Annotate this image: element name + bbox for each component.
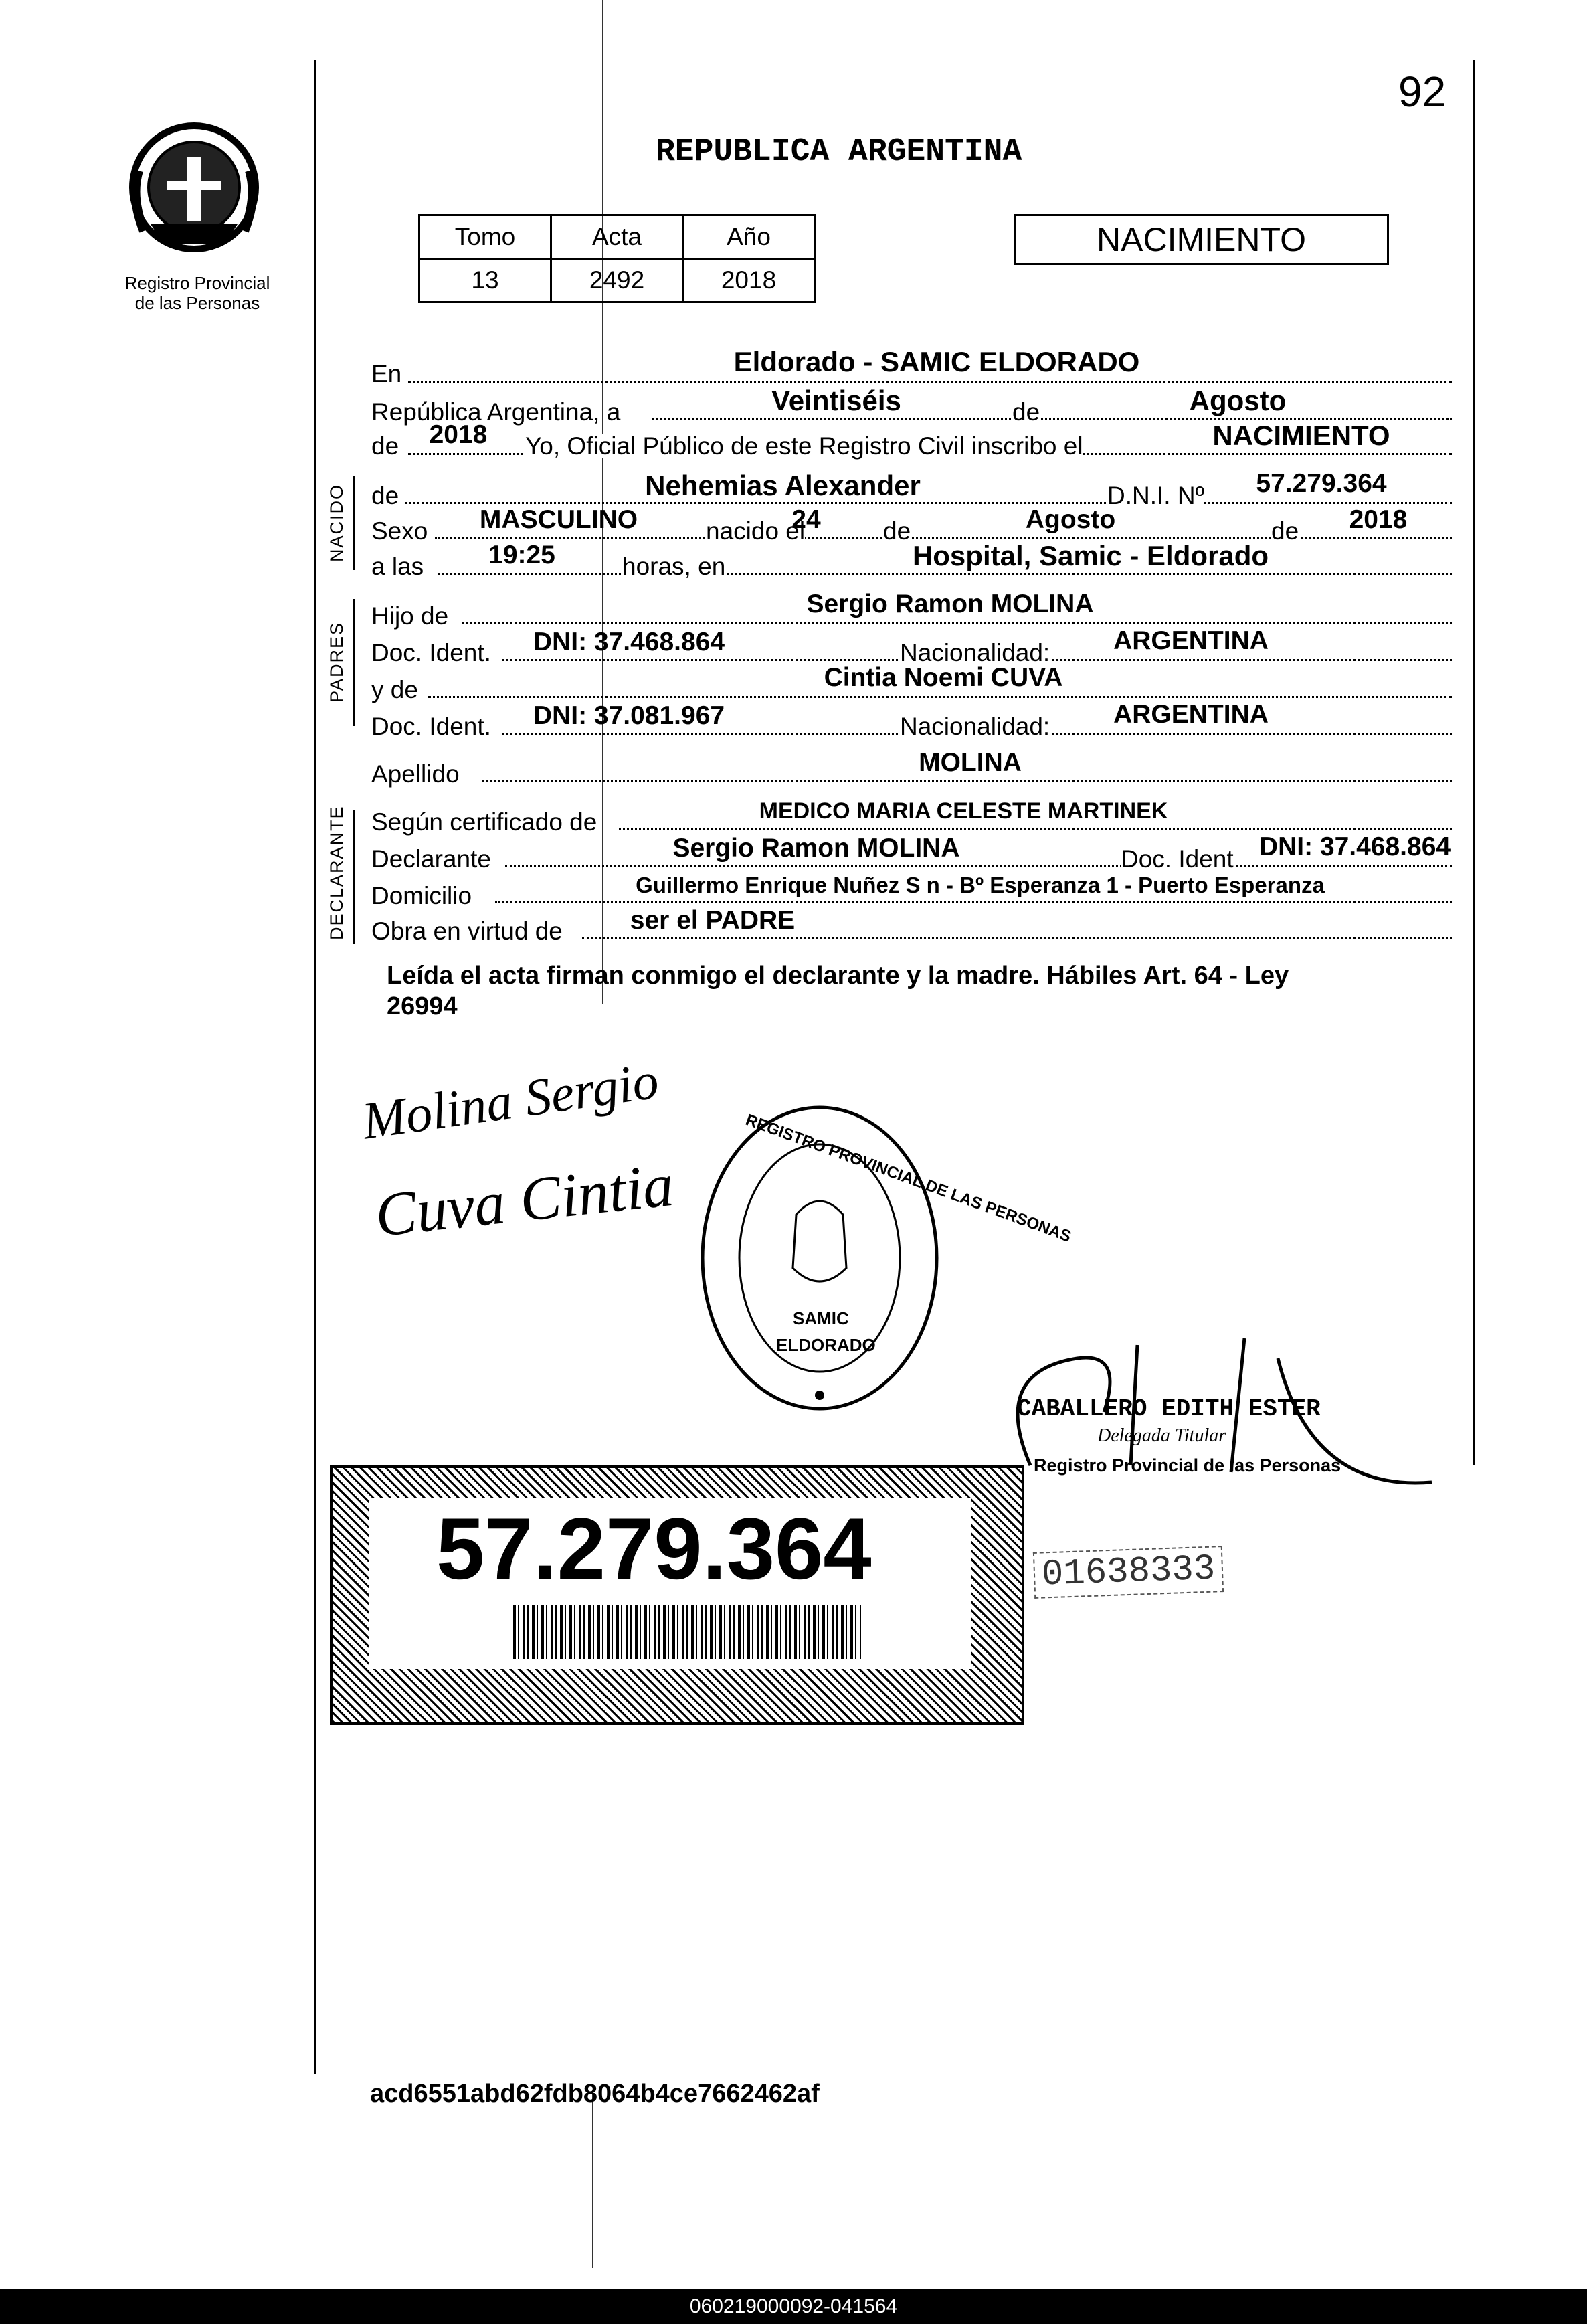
anio-value: 2018 <box>683 259 815 302</box>
year-value: 2018 <box>429 420 488 449</box>
de-label: de <box>883 517 911 545</box>
hijo-label: Hijo de <box>371 602 449 630</box>
horas-label: horas, en <box>622 553 726 580</box>
declarante-value: Sergio Ramon MOLINA <box>672 834 960 863</box>
de-label: de <box>371 432 399 460</box>
seal-center-top: SAMIC <box>793 1308 849 1328</box>
dni-sticker-panel <box>369 1498 971 1669</box>
doc-type-box: NACIMIENTO <box>1014 214 1389 265</box>
table-header: Tomo <box>419 215 551 259</box>
dots <box>462 622 1452 624</box>
apellido-label: Apellido <box>371 760 460 788</box>
child-name: Nehemias Alexander <box>645 470 921 501</box>
left-margin-line <box>314 60 316 2074</box>
child-dni: 57.279.364 <box>1256 469 1387 498</box>
en-label: En <box>371 360 402 387</box>
dots <box>435 537 1452 539</box>
province-logo <box>124 117 264 268</box>
table-header: Año <box>683 215 815 259</box>
nacido-label: nacido el <box>706 517 806 545</box>
dots <box>495 901 1452 903</box>
sexo-label: Sexo <box>371 517 428 545</box>
section-bar <box>353 476 355 570</box>
father-doc: DNI: 37.468.864 <box>533 628 725 656</box>
birth-place: Hospital, Samic - Eldorado <box>912 540 1269 571</box>
doc-label: Doc. Ident. <box>371 713 491 740</box>
birth-month: Agosto <box>1025 505 1116 534</box>
page-number: 92 <box>1398 68 1446 116</box>
section-bar <box>353 599 355 726</box>
document-title: REPUBLICA ARGENTINA <box>656 134 1022 170</box>
official-seal <box>696 1101 1074 1415</box>
nacionalidad-label: Nacionalidad: <box>900 639 1050 666</box>
apellido-value: MOLINA <box>919 748 1022 777</box>
nacionalidad-label: Nacionalidad: <box>900 713 1050 740</box>
father-nationality: ARGENTINA <box>1113 626 1269 655</box>
father-name: Sergio Ramon MOLINA <box>806 590 1094 618</box>
acta-value: 2492 <box>551 259 683 302</box>
seal-ring-text: REGISTRO PROVINCIAL DE LAS PERSONAS <box>743 1111 1074 1246</box>
month-value: Agosto <box>1189 385 1287 416</box>
inscription-type: NACIMIENTO <box>1212 420 1390 451</box>
yo-text: Yo, Oficial Público de este Registro Civil inscribo el <box>525 432 1083 460</box>
dots <box>405 502 1452 504</box>
doc-label: Doc. Ident. <box>371 639 491 666</box>
yde-label: y de <box>371 676 418 703</box>
closing-text: Leída el acta firman conmigo el declarante y la madre. Hábiles Art. 64 - Ley 26994 <box>387 962 1289 1020</box>
dots <box>619 828 1452 830</box>
right-margin-line <box>1473 60 1475 1465</box>
dots <box>482 780 1452 782</box>
section-declarante: DECLARANTE <box>326 805 347 940</box>
birth-year: 2018 <box>1349 505 1408 534</box>
sexo-value: MASCULINO <box>479 505 638 534</box>
section-padres: PADRES <box>326 621 347 703</box>
dots <box>505 865 1452 867</box>
barcode <box>513 1605 861 1659</box>
alas-label: a las <box>371 553 424 580</box>
de-label: de <box>1012 398 1040 426</box>
declarante-label: Declarante <box>371 845 491 873</box>
domicilio-value: Guillermo Enrique Nuñez S n - Bº Esperanza 1 - Puerto Esperanza <box>636 873 1325 897</box>
obra-value: ser el PADRE <box>630 906 796 935</box>
signature-mother: Cuva Cintia <box>371 1150 677 1250</box>
dots <box>582 937 1452 939</box>
doc-label: Doc. Ident. <box>1121 845 1240 873</box>
birth-time: 19:25 <box>488 541 555 569</box>
document-hash: acd6551abd62fdb8064b4ce7662462af <box>370 2080 820 2108</box>
cert-value: MEDICO MARIA CELESTE MARTINEK <box>759 798 1168 824</box>
section-nacido: NACIDO <box>326 483 347 562</box>
logo-caption: Registro Provincial de las Personas <box>124 273 270 313</box>
republica-label: República Argentina, a <box>371 398 621 426</box>
official-name: CABALLERO EDITH ESTER <box>1017 1395 1321 1423</box>
de-label: de <box>1271 517 1299 545</box>
mother-doc: DNI: 37.081.967 <box>533 701 725 730</box>
obra-label: Obra en virtud de <box>371 917 563 945</box>
official-role: Delegada Titular <box>1097 1425 1226 1446</box>
province-seal-icon <box>124 117 264 268</box>
signature-declarante: Molina Sergio <box>359 1051 662 1150</box>
official-office: Registro Provincial de las Personas <box>1034 1455 1341 1476</box>
mother-nationality: ARGENTINA <box>1113 700 1269 729</box>
dots <box>438 573 1452 575</box>
de-label: de <box>371 482 399 509</box>
footer-id: 060219000092-041564 <box>0 2289 1587 2324</box>
declarante-doc: DNI: 37.468.864 <box>1258 832 1451 861</box>
birth-day: 24 <box>791 505 821 534</box>
tomo-value: 13 <box>419 259 551 302</box>
dots <box>428 696 1452 698</box>
seal-center-bottom: ELDORADO <box>776 1335 876 1355</box>
dots <box>408 381 1452 383</box>
place-value: Eldorado - SAMIC ELDORADO <box>733 346 1140 377</box>
section-bar <box>353 810 355 944</box>
stamp-number: 01638333 <box>1033 1546 1224 1599</box>
table-header: Acta <box>551 215 683 259</box>
fold-line-lower <box>592 2094 593 2268</box>
cert-label: Según certificado de <box>371 808 597 836</box>
dni-number: 57.279.364 <box>436 1500 872 1597</box>
mother-name: Cintia Noemi CUVA <box>824 663 1063 692</box>
day-words-value: Veintiséis <box>771 385 901 416</box>
domicilio-label: Domicilio <box>371 882 472 909</box>
dni-label: D.N.I. Nº <box>1107 482 1205 509</box>
dni-sticker <box>330 1465 1024 1725</box>
registry-table <box>418 214 816 303</box>
